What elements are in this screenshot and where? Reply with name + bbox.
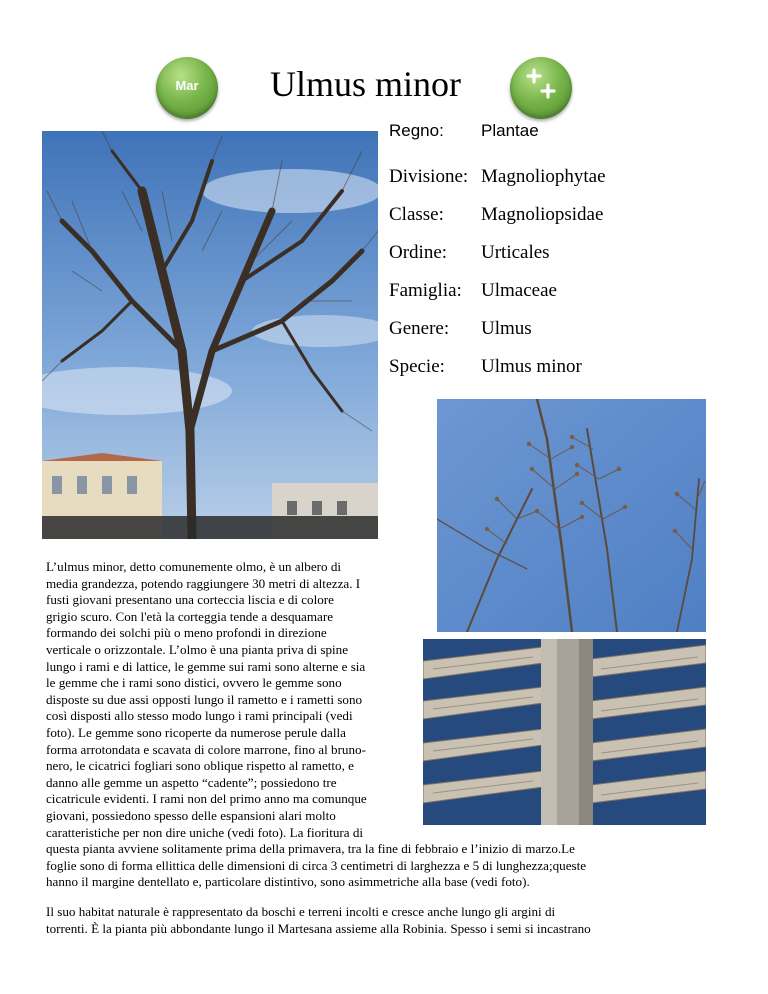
text-line: giovani, possiedono spesso delle espansioni alari molto [46,807,336,823]
taxonomy-value: Magnoliopsidae [481,204,604,225]
text-line: cicatricule evidenti. I rami non del primo anno ma comunque [46,791,367,807]
habitat-paragraph [46,904,736,937]
text-line: L’ulmus minor, detto comunemente olmo, è un albero di [46,559,341,574]
text-line: disposte su due assi opposti lungo il rametto e i rametti sono [46,691,363,707]
text-line: torrenti. È la pianta più abbondante lungo il Martesana assieme alla Robinia. Spesso i semi si incastrano [46,920,591,936]
text-line: foglie sono di forma ellittica delle dimensioni di circa 3 centimetri di larghezza e 5 di lunghezza;queste [46,857,587,873]
text-line: così disposti allo stesso modo lungo i rami principali (vedi [46,708,353,724]
taxonomy-value: Ulmus minor [481,356,582,377]
text-line: verticale o orizzontale. L’olmo è una pianta priva di spine [46,641,349,657]
taxonomy-label: Classe: [389,204,444,225]
text-line: Il suo habitat naturale è rappresentato da boschi e terreni incolti e cresce anche lungo gli argini di [46,904,556,919]
text-line: foto). Le gemme sono ricoperte da numerose perule dalla [46,724,346,740]
text-line: nero, le cicatrici fogliari sono oblique rispetto al rametto, e [46,758,354,774]
plus-icon[interactable] [510,57,572,119]
calendar-month-badge[interactable] [156,57,218,119]
text-line: le gemme che i rami sono distici, ovvero le gemme sono [46,675,342,691]
taxonomy-value: Ulmaceae [481,280,557,301]
text-line: grigio scuro. Con l'età la corteggia tende a desquamare [46,608,334,624]
taxonomy-label: Genere: [389,318,450,339]
text-line: media grandezza, potendo raggiungere 30 metri di altezza. I [46,575,361,591]
badge-month-label: Mar [175,78,199,93]
taxonomy-value: Magnoliophytae [481,166,606,187]
description-paragraph [46,559,736,891]
text-line: formando dei solchi più o meno profondi in direzione [46,625,327,641]
text-line: forma arrotondata e scavata di colore marrone, fino al bruno- [46,741,366,757]
text-line: caratteristiche per non dire uniche (vedi foto). La fioritura di [46,824,364,840]
text-line: danno alle gemme un aspetto “cadente”; possiedono tre [46,774,337,790]
taxonomy-value: Plantae [481,121,539,140]
taxonomy-label: Divisione: [389,166,469,187]
taxonomy-label: Famiglia: [389,280,462,301]
text-line: lungo i rami e di lattice, le gemme sui rami sono alterne e sia [46,658,366,674]
text-line: questa pianta avviene solitamente prima della primavera, tra la fine di febbraio e l’inizio di marzo.Le [46,841,575,857]
taxonomy-value: Ulmus [481,318,532,339]
taxonomy-label: Ordine: [389,242,448,263]
tree-photo [42,131,378,539]
taxonomy-label: Regno: [389,121,444,140]
page-title: Ulmus minor [270,64,462,104]
text-line: fusti giovani presentano una corteccia liscia e di colore [46,592,334,608]
text-line: hanno il margine dentellato e, particolare distintivo, sono asimmetriche alla base (vedi foto). [46,874,530,890]
taxonomy-label: Specie: [389,356,445,377]
taxonomy-value: Urticales [481,242,550,263]
